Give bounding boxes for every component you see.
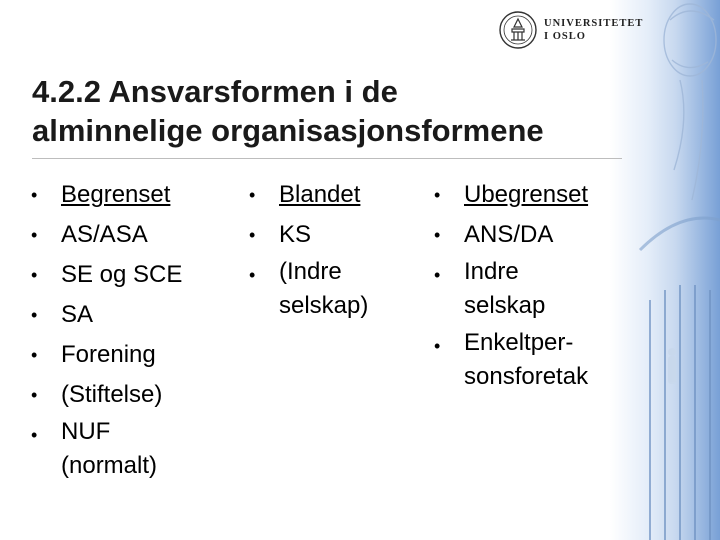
- list-item-label: Ubegrenset: [464, 181, 589, 208]
- list-item: [249, 255, 409, 326]
- list-item: [31, 335, 231, 375]
- list-item-label: SE og SCE: [61, 261, 183, 288]
- bullet-icon: •: [434, 185, 441, 205]
- bullet-icon: •: [31, 185, 38, 205]
- list-item-label: AS/ASA: [61, 221, 148, 248]
- list-item-label: KS: [279, 221, 312, 248]
- bullet-icon: •: [249, 185, 256, 205]
- bullet-icon: •: [249, 225, 256, 245]
- logo-text-line1: UNIVERSITETET: [544, 18, 644, 29]
- list-item-label: Begrenset: [61, 181, 171, 208]
- bullet-icon: •: [434, 265, 441, 285]
- list-item: [434, 215, 634, 255]
- list-item: [434, 255, 634, 326]
- logo-text-line2: I OSLO: [544, 31, 586, 42]
- slide-title-line2: alminnelige organisasjonsformene: [32, 113, 544, 148]
- list-item: [31, 415, 231, 486]
- bullet-icon: •: [31, 425, 38, 445]
- list-item-label-continued: (normalt): [61, 452, 158, 479]
- list-item-label-continued: sonsforetak: [464, 363, 589, 390]
- list-item: [31, 215, 231, 255]
- list-item-label: Indre: [464, 258, 519, 285]
- university-logo: [498, 8, 648, 52]
- list-item: [31, 255, 231, 295]
- list-item-label: (Stiftelse): [61, 381, 163, 408]
- slide-title: [32, 72, 642, 150]
- bullet-icon: •: [249, 265, 256, 285]
- list-item-label: SA: [61, 301, 94, 328]
- bullet-icon: •: [434, 336, 441, 356]
- bullet-icon: •: [31, 385, 38, 405]
- list-item: [434, 326, 634, 397]
- list-item: [434, 175, 634, 215]
- list-item-label: Blandet: [279, 181, 361, 208]
- bullet-icon: •: [31, 305, 38, 325]
- column-mixed: [249, 175, 409, 326]
- list-item-label-continued: selskap): [279, 292, 369, 319]
- title-divider: [32, 158, 622, 159]
- list-item-label: Enkeltper-: [464, 329, 574, 356]
- column-unlimited: [434, 175, 634, 397]
- list-item-label: (Indre: [279, 258, 342, 285]
- bullet-icon: •: [31, 265, 38, 285]
- list-item-label: NUF: [61, 418, 111, 445]
- bullet-icon: •: [31, 225, 38, 245]
- list-item-label-continued: selskap: [464, 292, 546, 319]
- list-item: [31, 295, 231, 335]
- list-item: [31, 175, 231, 215]
- list-item: [249, 215, 409, 255]
- list-item-text: [61, 415, 157, 483]
- list-item-text: [464, 255, 545, 323]
- bullet-icon: •: [31, 345, 38, 365]
- list-item: [31, 375, 231, 415]
- bullet-icon: •: [434, 225, 441, 245]
- list-item-text: [464, 326, 588, 394]
- university-seal-icon: [498, 10, 538, 50]
- list-item: [249, 175, 409, 215]
- column-limited: [31, 175, 231, 486]
- slide-title-line1: 4.2.2 Ansvarsformen i de: [32, 74, 398, 109]
- list-item-label: ANS/DA: [464, 221, 554, 248]
- list-item-text: [279, 255, 368, 323]
- list-item-label: Forening: [61, 341, 156, 368]
